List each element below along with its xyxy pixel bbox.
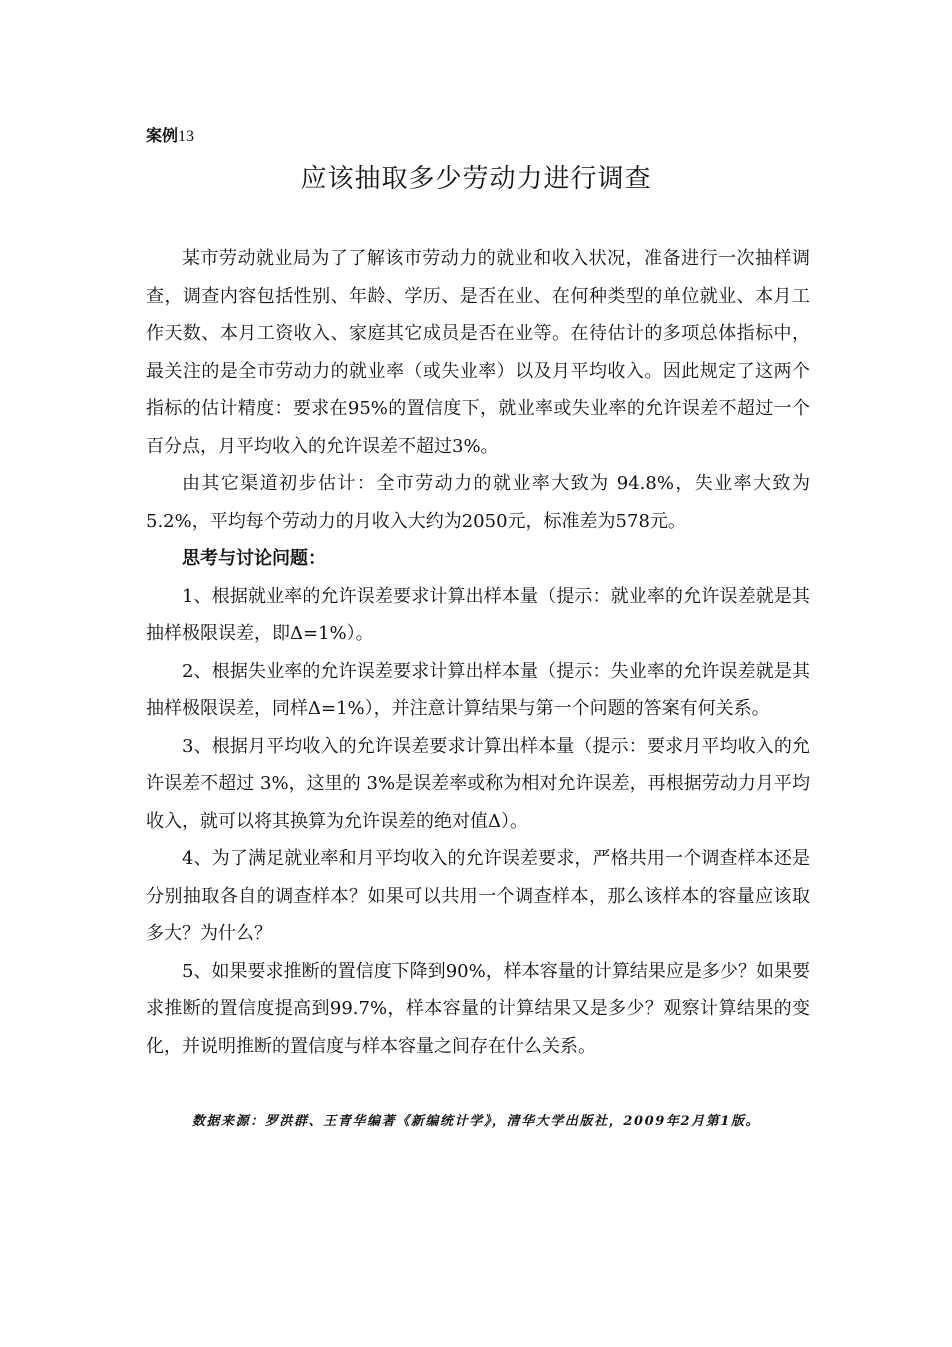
question-2: 2、根据失业率的允许误差要求计算出样本量（提示：失业率的允许误差就是其抽样极限误差，同样Δ=1%），并注意计算结果与第一个问题的答案有何关系。 <box>146 660 810 719</box>
source-note: 数据来源：罗洪群、王青华编著《新编统计学》，清华大学出版社，2009年2月第1版。 <box>191 1114 761 1129</box>
intro-paragraph: 某市劳动就业局为了了解该市劳动力的就业和收入状况，准备进行一次抽样调查，调查内容包括性别、年龄、学历、是否在业、在何种类型的单位就业、本月工作天数、本月工资收入、家庭其它成员是否在业等。在待估计的多项总体指标中，最关注的是全市劳动力的就业率（或失业率）以及月平均收入。因此规定了这两个指标的估计精度：要求在95%的置信度下，就业率或失业率的允许误差不超过一个百分点，月平均收入的允许误差不超过3%。 <box>146 248 810 457</box>
case-label-prefix: 案例 <box>146 126 179 145</box>
question-1: 1、根据就业率的允许误差要求计算出样本量（提示：就业率的允许误差就是其抽样极限误差，即Δ=1%）。 <box>146 585 810 644</box>
document-body <box>146 240 810 1065</box>
document-title: 应该抽取多少劳动力进行调查 <box>300 164 652 194</box>
question-4: 4、为了满足就业率和月平均收入的允许误差要求，严格共用一个调查样本还是分别抽取各自的调查样本？如果可以共用一个调查样本，那么该样本的容量应该取多大？为什么？ <box>146 848 810 944</box>
case-label-number: 13 <box>178 128 195 145</box>
question-5: 5、如果要求推断的置信度下降到90%，样本容量的计算结果应是多少？如果要求推断的置信度提高到99.7%，样本容量的计算结果又是多少？观察计算结果的变化，并说明推断的置信度与样本容量之间存在什么关系。 <box>146 960 810 1057</box>
case-label <box>146 123 194 146</box>
question-3: 3、根据月平均收入的允许误差要求计算出样本量（提示：要求月平均收入的允许误差不超过 3%，这里的 3%是误差率或称为相对允许误差，再根据劳动力月平均收入，就可以将其换算为允许误差的绝对值Δ）。 <box>146 735 810 832</box>
estimate-paragraph: 由其它渠道初步估计：全市劳动力的就业率大致为 94.8%，失业率大致为5.2%，平均每个劳动力的月收入大约为2050元，标准差为578元。 <box>146 473 810 532</box>
questions-heading: 思考与讨论问题： <box>182 548 326 569</box>
